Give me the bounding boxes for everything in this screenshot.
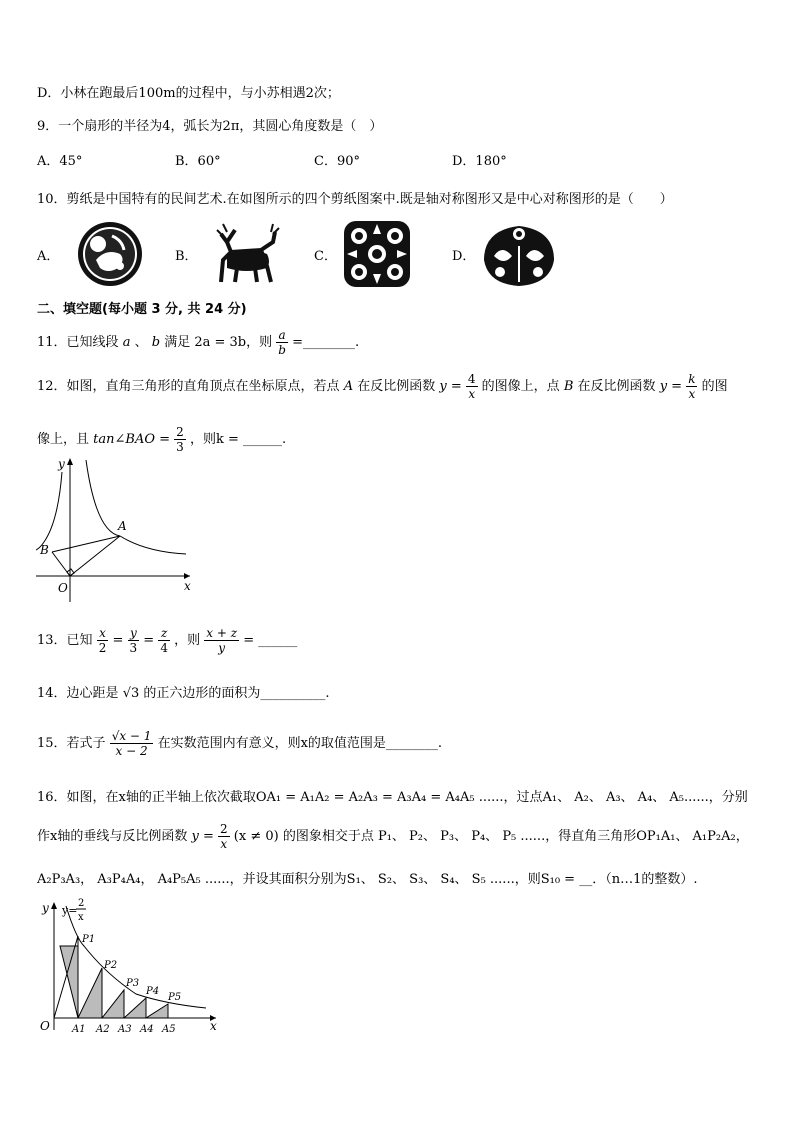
q13-f4d: y: [218, 641, 226, 655]
q11-a: a: [122, 335, 131, 350]
q12-point-b: B: [563, 379, 574, 394]
q14-post: 的正六边形的面积为__________.: [143, 686, 330, 701]
q16-triangle-4: [124, 998, 146, 1018]
q12-l1-mid: 在反比例函数: [357, 379, 436, 394]
q16-l2-pre: 作x轴的垂线与反比例函数: [37, 829, 188, 844]
q12-label-y: y: [58, 457, 65, 471]
q12-l2-post: ，则k = ______.: [189, 432, 287, 447]
q14: [37, 682, 330, 701]
q12-l1-post: 的图: [701, 379, 728, 394]
q12-label-a: A: [118, 519, 127, 533]
q9-option-a[interactable]: A．45°: [37, 154, 83, 169]
q12-tan-num: 2: [176, 425, 184, 439]
q13-frac2: [128, 626, 140, 655]
q16-line3: A₂P₃A₃， A₃P₄A₄， A₄P₅A₅ ......，并设其面积分别为S₁、 S₂、 S₃、 S₄、 S₅ ......，则S₁₀ = __．（n…1的整数）.: [37, 872, 698, 887]
q13-f2d: 3: [129, 641, 138, 655]
q12-l1-pre: 12．如图，直角三角形的直角顶点在坐标原点，若点: [37, 379, 340, 394]
q11-post: =________.: [292, 335, 360, 350]
q12-tan-fraction: [174, 425, 186, 454]
q16-label-a3: A3: [118, 1024, 132, 1035]
q13-f3n: z: [158, 626, 170, 641]
q12-line2: [37, 425, 286, 454]
q13-frac1: [97, 626, 109, 655]
q12-y-arrow: [67, 458, 73, 465]
q11-sep: 、: [134, 335, 148, 350]
q15-fraction: [110, 729, 154, 758]
q16-f-den: x: [220, 837, 228, 851]
q11-frac-num: a: [276, 328, 288, 343]
q10-option-a[interactable]: A．: [37, 249, 60, 264]
q16-label-func-den: x: [78, 912, 84, 923]
q15-den: x − 2: [115, 744, 148, 758]
q10-option-d[interactable]: D．: [452, 249, 476, 264]
q12-f1-fraction: [466, 372, 478, 401]
q16-label-a5: A5: [162, 1024, 176, 1035]
q16-line1: 16．如图，在x轴的正半轴上依次截取OA₁ = A₁A₂ = A₂A₃ = A₃A₄ = A₄A₅ ......，过点A₁、 A₂、 A₃、 A₄、 A₅......，分别: [37, 790, 748, 805]
q11-frac-den: b: [278, 343, 286, 357]
q13-f1n: x: [97, 626, 109, 641]
q12-l1-mid2: 的图像上，点: [481, 379, 560, 394]
q11-pre: 11．已知线段: [37, 335, 119, 350]
q14-pre: 14．边心距是: [37, 686, 119, 701]
q15-pre: 15．若式子: [37, 736, 106, 751]
q12-tan: tan∠BAO =: [93, 432, 171, 447]
q16-fraction: [218, 822, 230, 851]
q13-f4n: x + z: [206, 626, 238, 640]
q12-f1-den: x: [468, 387, 476, 401]
floral-square-papercut-icon: [343, 220, 411, 288]
q13-eq2: =: [143, 633, 155, 648]
q13-f1d: 2: [98, 641, 107, 655]
q16-graph: [36, 898, 222, 1038]
q9-stem: 9．一个扇形的半径为4，弧长为2π，其圆心角度数是（ ）: [37, 119, 383, 134]
q8-option-d: D．小林在跑最后100m的过程中，与小苏相遇2次；: [37, 86, 340, 101]
q9-option-b[interactable]: B．60°: [175, 154, 221, 169]
q12-label-x: x: [184, 579, 191, 593]
q12-l2-pre: 像上，且: [37, 432, 90, 447]
q12-f2-num: k: [688, 372, 696, 386]
q12-f1-lhs: y =: [439, 379, 462, 394]
q13-frac3: [158, 626, 170, 655]
q16-f-num: 2: [220, 822, 228, 836]
q12-f1-num: 4: [467, 372, 476, 386]
q11-mid: 满足 2a = 3b，则: [164, 335, 273, 350]
q16-label-x: x: [210, 1019, 217, 1033]
q16-curve: [66, 906, 206, 1008]
deer-papercut-icon: [213, 220, 281, 288]
q10-option-c[interactable]: C．: [314, 249, 337, 264]
q16-label-p3: P3: [126, 978, 140, 989]
q16-y-arrow: [51, 902, 57, 909]
q16-label-a4: A4: [140, 1024, 154, 1035]
q12-curve-right: [86, 460, 186, 554]
round-figure-papercut-icon: [76, 220, 144, 288]
q12-tan-den: 3: [176, 440, 184, 454]
q16-label-o: O: [40, 1019, 50, 1033]
q16-triangle-1: [60, 946, 78, 1018]
q13-frac4: [204, 626, 239, 655]
q12-graph: [36, 452, 196, 604]
q15-num: √x − 1: [111, 729, 152, 743]
q9-option-c[interactable]: C．90°: [314, 154, 360, 169]
q16-label-func-lhs: y=: [62, 904, 78, 917]
q12-f2-lhs: y =: [659, 379, 683, 394]
section-heading: 二、填空题(每小题 3 分, 共 24 分): [37, 302, 247, 317]
q16-label-p1: P1: [82, 934, 96, 945]
q16-triangle-3: [102, 990, 124, 1018]
q16-triangle-5: [146, 1004, 168, 1018]
q16-line2: [37, 822, 749, 851]
q16-f-lhs: y =: [191, 829, 214, 844]
q12-curve-left: [36, 472, 62, 550]
q13-f3d: 4: [160, 641, 168, 655]
q16-label-y: y: [42, 901, 49, 915]
q15-post: 在实数范围内有意义，则x的取值范围是________.: [157, 736, 443, 751]
q9-option-d[interactable]: D．180°: [452, 154, 507, 169]
q10-stem: 10．剪纸是中国特有的民间艺术.在如图所示的四个剪纸图案中.既是轴对称图形又是中心对称图形的是（ ）: [37, 192, 673, 207]
q16-triangle-2: [78, 968, 102, 1018]
q11-fraction: [276, 328, 288, 357]
q12-line1: [37, 372, 728, 401]
q10-option-b[interactable]: B．: [175, 249, 198, 264]
q12-label-b: B: [40, 543, 49, 557]
q12-point-a: A: [343, 379, 354, 394]
q13-pre: 13．已知: [37, 633, 93, 648]
q12-l1-mid3: 在反比例函数: [577, 379, 656, 394]
q16-label-p5: P5: [168, 992, 182, 1003]
q13-eq1: =: [112, 633, 124, 648]
q16-label-func-num: 2: [78, 898, 85, 909]
q11-b: b: [151, 335, 161, 350]
bird-flower-papercut-icon: [480, 220, 558, 288]
q13: [37, 626, 297, 655]
q16-l2-post: (x ≠ 0) 的图象相交于点 P₁、 P₂、 P₃、 P₄、 P₅ ......，得直角三角形OP₁A₁、 A₁P₂A₂，: [233, 829, 749, 844]
q16-label-a2: A2: [96, 1024, 110, 1035]
q16-label-a1: A1: [72, 1024, 86, 1035]
q12-f2-fraction: [686, 372, 697, 401]
q12-f2-den: x: [688, 387, 696, 401]
q16-label-p2: P2: [104, 960, 118, 971]
q14-radical: √3: [122, 686, 140, 701]
q13-f2n: y: [128, 626, 140, 641]
q13-mid: ，则: [174, 633, 201, 648]
q16-label-p4: P4: [146, 986, 160, 997]
q12-label-o: O: [58, 581, 68, 595]
q11: [37, 328, 359, 357]
q15: [37, 729, 442, 758]
q13-post: = ______: [243, 633, 298, 648]
